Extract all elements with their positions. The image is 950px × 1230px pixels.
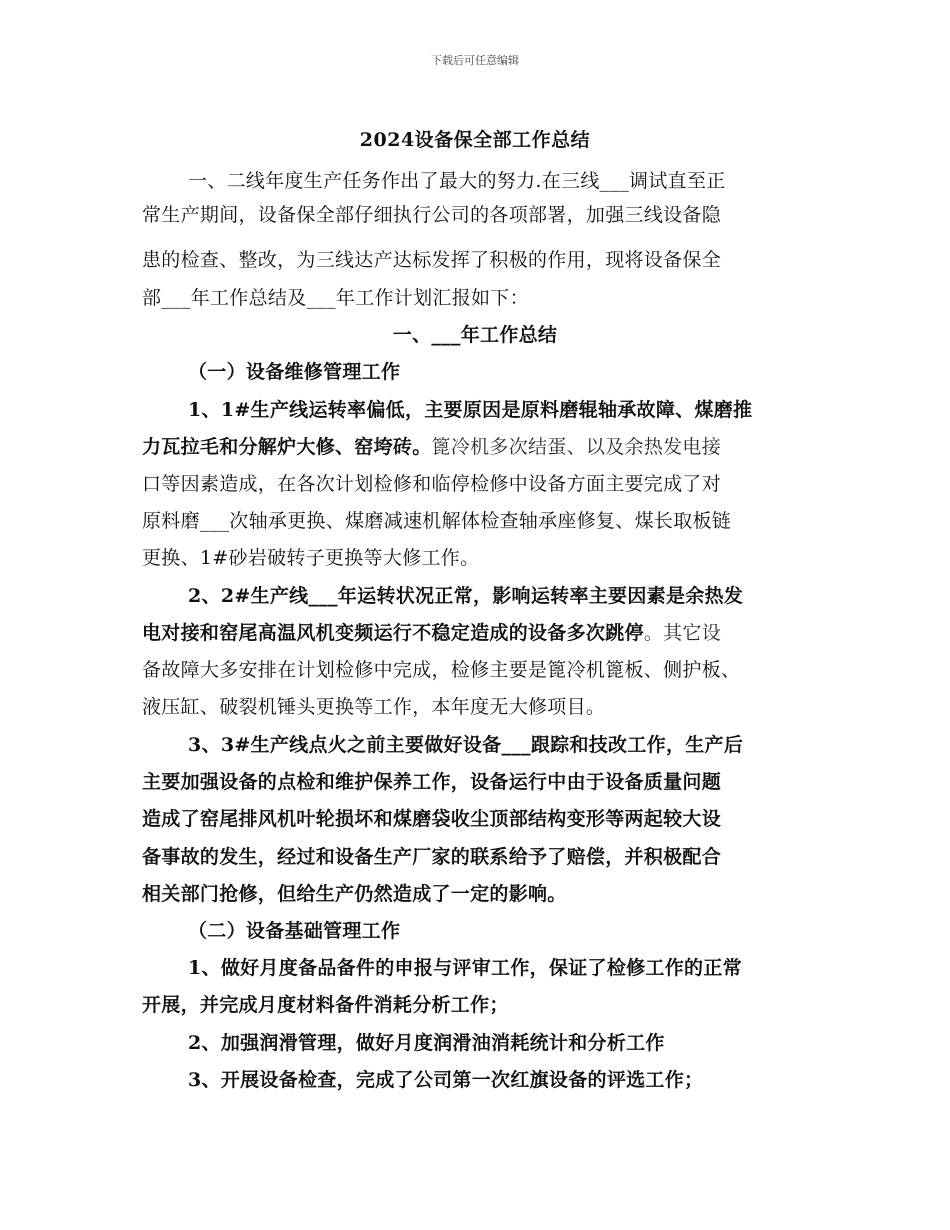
paragraph-line: 更换、1#砂岩破转子更换等大修工作。 (142, 547, 480, 569)
document-title: 2024设备保全部工作总结 (359, 129, 591, 151)
paragraph-line: 1、1#生产线运转率偏低，主要原因是原料磨辊轴承故障、煤磨推 (188, 399, 753, 421)
paragraph-line: 部___年工作总结及___年工作计划汇报如下： (142, 287, 529, 309)
paragraph-line: 液压缸、破裂机锤头更换等工作，本年度无大修项目。 (142, 696, 606, 718)
section-heading: 一、___年工作总结 (392, 324, 558, 346)
subsection-heading: （二）设备基础管理工作 (188, 920, 401, 942)
paragraph-line: 造成了窑尾排风机叶轮损坏和煤磨袋收尘顶部结构变形等两起较大设 (142, 808, 722, 830)
bold-run: 力瓦拉毛和分解炉大修、窑垮砖。 (142, 436, 432, 458)
bold-run: 电对接和窑尾高温风机变频运行不稳定造成的设备多次跳停 (142, 622, 644, 644)
paragraph-line: 3、3#生产线点火之前主要做好设备___跟踪和技改工作，生产后 (188, 734, 744, 756)
paragraph-line: 一、二线年度生产任务作出了最大的努力.在三线___调试直至正 (188, 170, 726, 192)
normal-run: 。其它设 (643, 622, 722, 644)
paragraph-line-mixed (142, 620, 832, 646)
paragraph-line: 备事故的发生，经过和设备生产厂家的联系给予了赔偿，并积极配合 (142, 846, 722, 868)
paragraph-line-mixed (142, 434, 832, 460)
paragraph-line: 相关部门抢修，但给生产仍然造成了一定的影响。 (142, 883, 567, 905)
paragraph-line: 2、加强润滑管理，做好月度润滑油消耗统计和分析工作 (188, 1032, 665, 1054)
paragraph-line: 2、2#生产线___年运转状况正常，影响运转率主要因素是余热发 (188, 585, 744, 607)
paragraph-line: 开展，并完成月度材料备件消耗分析工作； (142, 994, 509, 1016)
normal-run: 篦冷机多次结蛋、以及余热发电接 (431, 436, 722, 458)
paragraph-line: 备故障大多安排在计划检修中完成，检修主要是篦冷机篦板、侧护板、 (142, 659, 741, 681)
paragraph-line: 1、做好月度备品备件的申报与评审工作，保证了检修工作的正常 (188, 957, 742, 979)
paragraph-line: 口等因素造成，在各次计划检修和临停检修中设备方面主要完成了对 (142, 473, 722, 495)
paragraph-line: 常生产期间，设备保全部仔细执行公司的各项部署，加强三线设备隐 (142, 204, 722, 226)
paragraph-line: 主要加强设备的点检和维护保养工作，设备运行中由于设备质量问题 (142, 771, 722, 793)
subsection-heading: （一）设备维修管理工作 (188, 361, 401, 383)
paragraph-line: 患的检查、整改，为三线达产达标发挥了积极的作用，现将设备保全 (142, 249, 722, 271)
page-header-note: 下载后可任意编辑 (431, 54, 519, 67)
paragraph-line: 3、开展设备检查，完成了公司第一次红旗设备的评选工作； (188, 1069, 704, 1091)
paragraph-line: 原料磨___次轴承更换、煤磨减速机解体检查轴承座修复、煤长取板链 (142, 510, 732, 532)
